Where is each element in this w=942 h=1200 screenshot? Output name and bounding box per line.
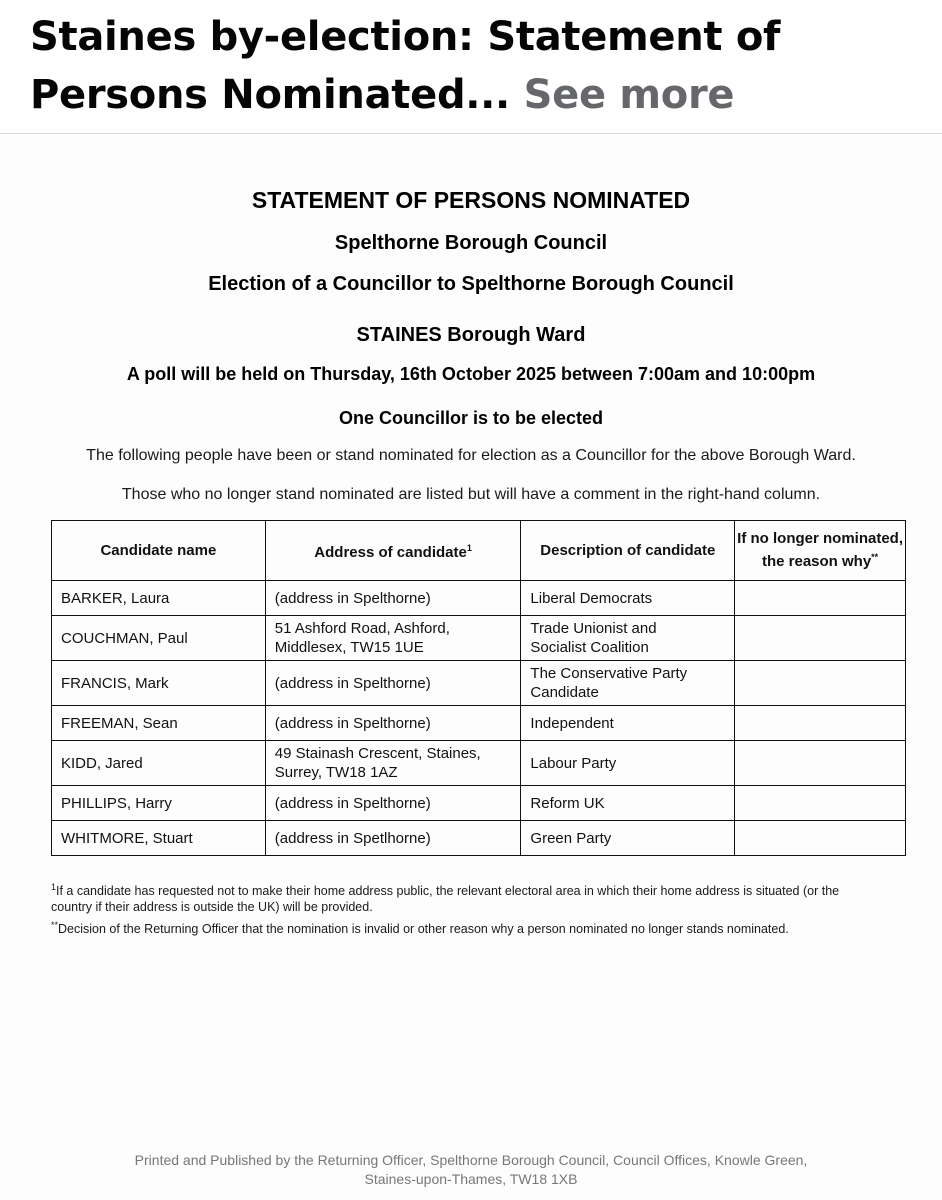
footnote-reason: **Decision of the Returning Officer that the nomination is invalid or other reason why a person nominated no longer stands nominated. xyxy=(51,920,789,937)
candidate-description: Green Party xyxy=(521,821,735,856)
candidate-name: KIDD, Jared xyxy=(52,741,266,786)
candidate-address: 51 Ashford Road, Ashford, Middlesex, TW15 1UE xyxy=(265,616,521,661)
candidate-name: PHILLIPS, Harry xyxy=(52,786,266,821)
footnote-address: $^1$If a candidate has requested not to make their home address public, the relevant electoral area in which their home address is situated (or the country if their address is outside the UK) will be provided. xyxy=(51,882,840,915)
intro-text-2: Those who no longer stand nominated are listed but will have a comment in the right-hand column. xyxy=(121,486,821,503)
candidates-table xyxy=(51,520,906,856)
candidate-address: (address in Spelthorne) xyxy=(265,661,521,706)
candidate-reason xyxy=(735,821,906,856)
table-row xyxy=(52,821,906,856)
header-description: Description of candidate xyxy=(521,521,735,581)
candidate-name: COUCHMAN, Paul xyxy=(52,616,266,661)
candidate-address: (address in Spetlhorne) xyxy=(265,821,521,856)
candidate-reason xyxy=(735,706,906,741)
table-row xyxy=(52,616,906,661)
candidate-reason xyxy=(735,786,906,821)
table-row xyxy=(52,786,906,821)
poll-date: A poll will be held on Thursday, 16th October 2025 between 7:00am and 10:00pm xyxy=(126,364,816,384)
candidate-description: Liberal Democrats xyxy=(521,581,735,616)
table-row xyxy=(52,581,906,616)
statement-document-image[interactable] xyxy=(0,135,942,1200)
candidate-address: (address in Spelthorne) xyxy=(265,706,521,741)
candidate-reason xyxy=(735,661,906,706)
printed-by: Printed and Published by the Returning Officer, Spelthorne Borough Council, Council Offices, Knowle Green, Staines-upon-Thames, TW18 1XB xyxy=(134,1152,808,1187)
candidate-description: The Conservative Party Candidate xyxy=(521,661,735,706)
candidate-description: Independent xyxy=(521,706,735,741)
post-title xyxy=(30,8,912,124)
candidate-name: FRANCIS, Mark xyxy=(52,661,266,706)
candidate-reason xyxy=(735,741,906,786)
document-heading: STATEMENT OF PERSONS NOMINATED xyxy=(251,187,691,213)
council-name: Spelthorne Borough Council xyxy=(334,232,608,254)
header-candidate-name: Candidate name xyxy=(52,521,266,581)
footnotes xyxy=(51,879,881,939)
header-address: Address of candidate$^1$ xyxy=(265,521,521,581)
candidate-reason xyxy=(735,581,906,616)
see-more-link[interactable]: See more xyxy=(523,72,735,118)
candidate-address: (address in Spelthorne) xyxy=(265,786,521,821)
candidate-name: WHITMORE, Stuart xyxy=(52,821,266,856)
election-title: Election of a Councillor to Spelthorne Borough Council xyxy=(208,273,734,295)
post-header xyxy=(0,0,942,134)
post-title-line1: Staines by-election: Statement of xyxy=(30,14,781,60)
ward-name: STAINES Borough Ward xyxy=(356,324,586,346)
intro-text-1: The following people have been or stand nominated for election as a Councillor for the above Borough Ward. xyxy=(86,447,856,464)
candidate-address: 49 Stainash Crescent, Staines, Surrey, TW18 1AZ xyxy=(265,741,521,786)
seats-to-elect: One Councillor is to be elected xyxy=(338,408,604,428)
post-title-line2: Persons Nominated... xyxy=(30,72,510,118)
table-row xyxy=(52,661,906,706)
candidate-reason xyxy=(735,616,906,661)
candidate-address: (address in Spelthorne) xyxy=(265,581,521,616)
table-header-row xyxy=(52,521,906,581)
candidate-name: FREEMAN, Sean xyxy=(52,706,266,741)
candidate-description: Labour Party xyxy=(521,741,735,786)
candidate-description: Trade Unionist and Socialist Coalition xyxy=(521,616,735,661)
candidate-description: Reform UK xyxy=(521,786,735,821)
candidate-name: BARKER, Laura xyxy=(52,581,266,616)
header-reason: If no longer nominated, the reason why** xyxy=(735,521,906,581)
table-row xyxy=(52,706,906,741)
table-row xyxy=(52,741,906,786)
